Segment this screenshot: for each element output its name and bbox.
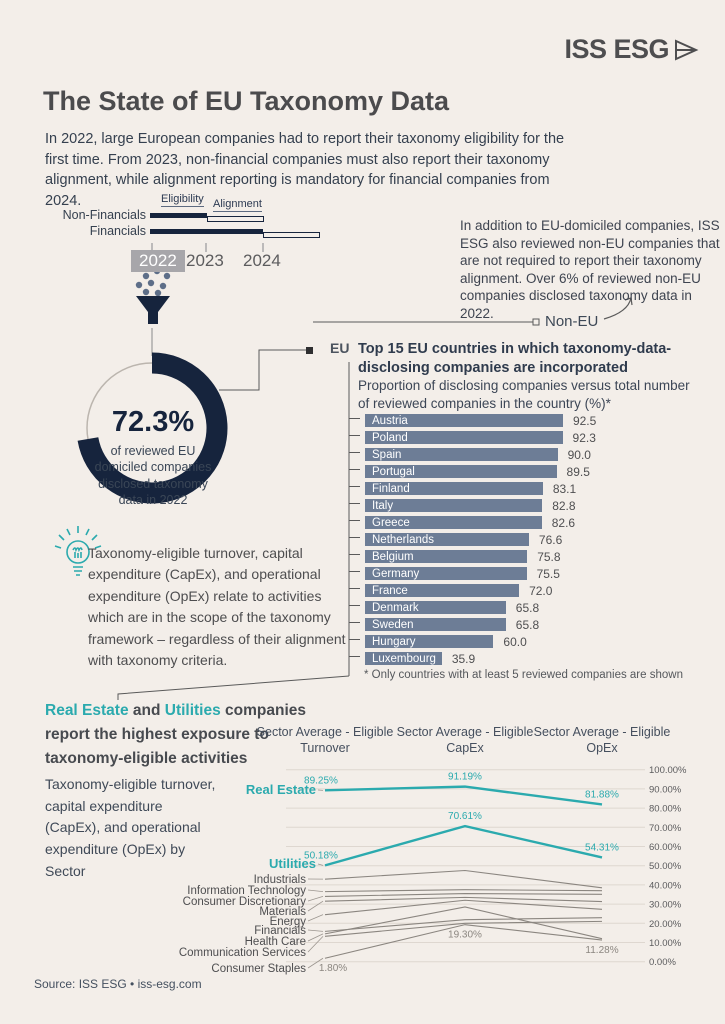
country-bar-row (365, 616, 596, 633)
svg-text:50.18%: 50.18% (304, 850, 338, 862)
country-bar-row (365, 650, 596, 667)
svg-text:Information Technology: Information Technology (187, 885, 306, 897)
svg-text:70.00%: 70.00% (649, 822, 682, 834)
svg-text:60.00%: 60.00% (649, 842, 682, 853)
svg-text:89.25%: 89.25% (304, 775, 338, 787)
logo-text: ISS ESG (564, 34, 669, 64)
country-bar-label: Germany (372, 567, 420, 580)
country-bar-value: 35.9 (451, 651, 476, 666)
country-bar-row (365, 480, 596, 497)
page-title: The State of EU Taxonomy Data (43, 86, 450, 116)
timeline-phase-eligibility: Eligibility (161, 193, 204, 205)
svg-text:Health Care: Health Care (244, 936, 306, 948)
country-bar-row (365, 599, 596, 616)
donut-caption: of reviewed EU domiciled companies disclosed taxonomy data in 2022 (94, 444, 212, 507)
country-bar-value: 92.5 (572, 413, 597, 428)
timeline-year-2023: 2023 (186, 251, 224, 270)
country-bar-row (365, 412, 596, 429)
country-bar-label: Portugal (372, 465, 415, 478)
country-bar-row (365, 582, 596, 599)
timeline-bar-nonfin-eligibility (150, 213, 207, 218)
country-bar-row (365, 633, 596, 650)
country-bar-label: Luxembourg (372, 652, 436, 665)
svg-text:Consumer Staples: Consumer Staples (211, 963, 306, 975)
country-bar-label: Netherlands (372, 533, 435, 546)
timeline-phase-alignment: Alignment (213, 198, 262, 210)
svg-text:Financials: Financials (254, 925, 306, 937)
lightbulb-note: Taxonomy-eligible turnover, capital expenditure (CapEx), and operational expenditure (OpEx) relate to activities which are in the scope of the taxonomy framework – regardless of their alignment with taxonomy criteria. (88, 545, 346, 669)
svg-text:30.00%: 30.00% (649, 899, 682, 911)
country-bar (365, 482, 543, 495)
svg-text:0.00%: 0.00% (649, 957, 676, 969)
funnel-icon (136, 265, 171, 324)
country-bar (365, 635, 493, 648)
svg-text:50.00%: 50.00% (649, 861, 682, 873)
svg-text:Communication Services: Communication Services (178, 947, 306, 959)
eu-label: EU (330, 340, 350, 356)
svg-text:Utilities: Utilities (269, 856, 316, 871)
country-bar-value: 72.0 (529, 583, 553, 598)
non-eu-label: Non-EU (545, 313, 599, 330)
svg-text:Industrials: Industrials (253, 874, 306, 886)
country-bar-value: 82.6 (551, 515, 576, 530)
iss-esg-logo (564, 34, 699, 65)
country-bar-label: Hungary (372, 635, 416, 648)
timeline-bar-fin-alignment (263, 232, 320, 238)
country-bar (365, 618, 506, 631)
country-bar-row (365, 514, 596, 531)
non-eu-note: In addition to EU-domiciled companies, ISS ESG also reviewed non-EU companies that are not required to report their taxonomy alignment. Over 6% of reviewed non-EU companies disclosed taxonomy data in 2022. (460, 218, 720, 321)
country-bar-value: 75.5 (536, 566, 560, 581)
timeline-label-financials: Financials (89, 224, 146, 238)
country-bar (365, 465, 557, 478)
logo-arrow-icon (673, 37, 699, 63)
country-bar-row (365, 429, 596, 446)
country-bar-label: Spain (372, 448, 402, 461)
svg-text:Consumer Discretionary: Consumer Discretionary (182, 896, 306, 908)
heading-highlight-utilities: Utilities (164, 702, 221, 719)
column-header-capex: Sector Average - Eligible CapEx (396, 725, 534, 756)
svg-text:19.30%: 19.30% (448, 929, 482, 941)
country-bar-value: 76.6 (538, 532, 563, 547)
column-header-opex: Sector Average - Eligible OpEx (533, 725, 671, 756)
country-bar-value: 75.8 (537, 549, 561, 564)
country-bar (365, 414, 563, 427)
country-bar-value: 90.0 (567, 447, 591, 462)
country-bar-label: Sweden (372, 618, 414, 631)
svg-text:54.31%: 54.31% (585, 842, 619, 854)
svg-text:70.61%: 70.61% (448, 811, 482, 823)
sector-slope-chart (179, 765, 687, 975)
country-bar-row (365, 548, 596, 565)
svg-text:Materials: Materials (259, 906, 306, 918)
country-bar (365, 601, 506, 614)
svg-text:1.80%: 1.80% (318, 963, 348, 975)
svg-text:10.00%: 10.00% (649, 938, 682, 949)
country-bar-value: 89.5 (566, 464, 590, 479)
country-bar-row (365, 446, 596, 463)
donut-center-text (92, 406, 214, 508)
timeline-year-2022: 2022 (131, 250, 185, 272)
country-bar-value: 92.3 (572, 430, 596, 445)
country-bar-row (365, 565, 596, 582)
eu-connector (219, 347, 313, 390)
svg-text:20.00%: 20.00% (649, 918, 682, 930)
country-bar-label: Italy (372, 499, 394, 512)
heading-highlight-real-estate: Real Estate (45, 702, 129, 719)
country-bar-row (365, 463, 596, 480)
bracket-stubs (349, 419, 360, 657)
country-bar (365, 652, 442, 665)
heading-text: and (128, 702, 165, 719)
country-bar-row (365, 497, 596, 514)
country-bar-label: France (372, 584, 408, 597)
timeline-year-2024: 2024 (243, 251, 281, 270)
country-bar-label: Greece (372, 516, 410, 529)
svg-text:Real Estate: Real Estate (245, 782, 316, 797)
timeline-bar-fin-eligibility (150, 229, 263, 234)
country-chart-subtitle: Proportion of disclosing companies versus total number of reviewed companies in the country (%)* (358, 378, 690, 411)
country-bar (365, 550, 527, 563)
heading-text: companies report the highest exposure to taxonomy-eligible activities (45, 702, 307, 768)
country-bar (365, 567, 527, 580)
country-bar-label: Finland (372, 482, 410, 495)
country-bar-row (365, 531, 596, 548)
svg-text:91.19%: 91.19% (448, 771, 482, 783)
country-bar (365, 431, 563, 444)
svg-text:80.00%: 80.00% (649, 803, 682, 815)
country-bar-value: 83.1 (552, 481, 577, 496)
country-bar (365, 516, 542, 529)
country-bar-label: Denmark (372, 601, 419, 614)
svg-text:11.28%: 11.28% (585, 945, 619, 957)
timeline-bar-nonfin-alignment (207, 216, 264, 222)
donut-value: 72.3% (111, 406, 195, 438)
intro-paragraph: In 2022, large European companies had to report their taxonomy eligibility for the first time. From 2023, non-financial companies must also report their taxonomy alignment, while alignment reporting is mandatory for financial companies from 2024. (45, 131, 565, 209)
bottom-description: Taxonomy-eligible turnover, capital expenditure (CapEx), and operational expenditure (OpEx) by Sector (45, 776, 216, 879)
svg-text:90.00%: 90.00% (649, 784, 682, 796)
country-bar (365, 533, 529, 546)
country-bar-value: 65.8 (515, 600, 540, 615)
timeline-label-non-financials: Non-Financials (62, 208, 146, 222)
column-header-turnover: Sector Average - Eligible Turnover (256, 725, 394, 756)
country-bar-label: Belgium (372, 550, 414, 563)
svg-text:40.00%: 40.00% (649, 880, 682, 892)
country-bar (365, 499, 542, 512)
country-bar (365, 448, 558, 461)
country-bars (365, 412, 596, 667)
country-bar-label: Austria (372, 414, 408, 427)
country-bar-value: 60.0 (503, 634, 527, 649)
source-line: Source: ISS ESG • iss-esg.com (34, 977, 202, 991)
country-bar (365, 584, 519, 597)
country-bar-value: 82.8 (552, 498, 576, 513)
country-bar-value: 65.8 (515, 617, 540, 632)
svg-text:81.88%: 81.88% (585, 789, 619, 801)
svg-text:100.00%: 100.00% (649, 765, 687, 777)
country-chart-title: Top 15 EU countries in which taxonomy-data-disclosing companies are incorporated (358, 341, 672, 376)
country-bar-label: Poland (372, 431, 408, 444)
country-chart-footnote: * Only countries with at least 5 reviewed companies are shown (364, 669, 683, 681)
svg-text:Energy: Energy (269, 916, 306, 928)
